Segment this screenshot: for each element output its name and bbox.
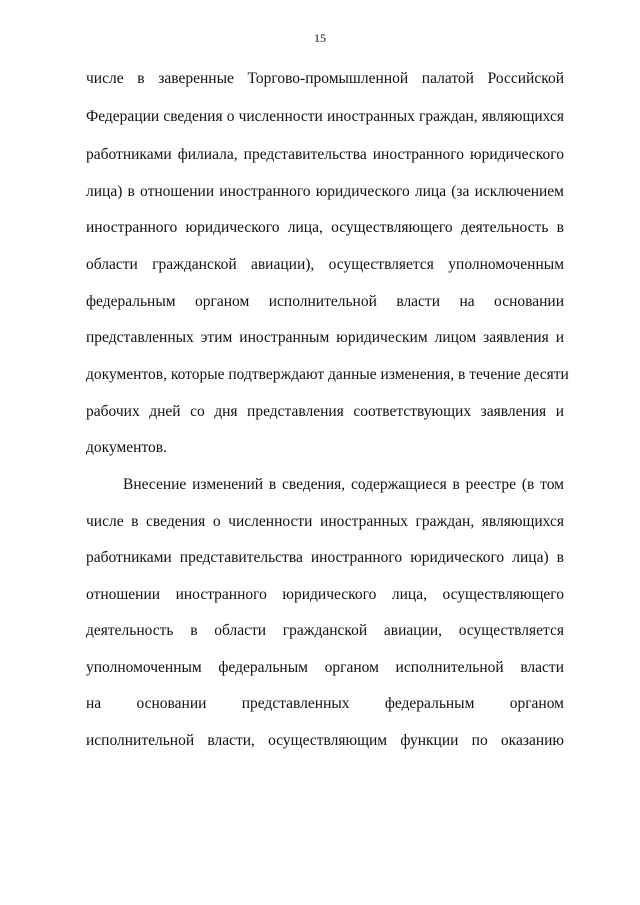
text-line: Внесение изменений в сведения, содержащиеся в реестре (в том xyxy=(123,476,564,493)
text-line: документов. xyxy=(86,439,167,456)
text-line: работниками филиала, представительства иностранного юридического xyxy=(86,146,564,163)
text-line: федеральным органом исполнительной власти на основании xyxy=(86,293,564,310)
text-line: иностранного юридического лица, осуществляющего деятельность в xyxy=(86,219,564,236)
page-number: 15 xyxy=(314,31,326,45)
text-line: работниками представительства иностранного юридического лица) в xyxy=(86,549,564,566)
text-line: Федерации сведения о численности иностранных граждан, являющихся xyxy=(86,108,564,125)
text-line: лица) в отношении иностранного юридического лица (за исключением xyxy=(86,183,564,200)
text-line: числе в заверенные Торгово-промышленной палатой Российской xyxy=(86,70,564,87)
text-line: документов, которые подтверждают данные изменения, в течение десяти xyxy=(86,366,569,383)
text-line: рабочих дней со дня представления соответствующих заявления и xyxy=(86,403,564,420)
text-line: деятельность в области гражданской авиации, осуществляется xyxy=(86,622,564,639)
text-line: представленных этим иностранным юридическим лицом заявления и xyxy=(86,329,564,346)
text-line: числе в сведения о численности иностранных граждан, являющихся xyxy=(86,513,564,530)
text-line: области гражданской авиации), осуществляется уполномоченным xyxy=(86,256,564,273)
text-line: на основании представленных федеральным органом xyxy=(86,695,564,712)
text-line: отношении иностранного юридического лица, осуществляющего xyxy=(86,586,564,603)
text-line: уполномоченным федеральным органом исполнительной власти xyxy=(86,659,564,676)
text-line: исполнительной власти, осуществляющим функции по оказанию xyxy=(86,732,564,749)
